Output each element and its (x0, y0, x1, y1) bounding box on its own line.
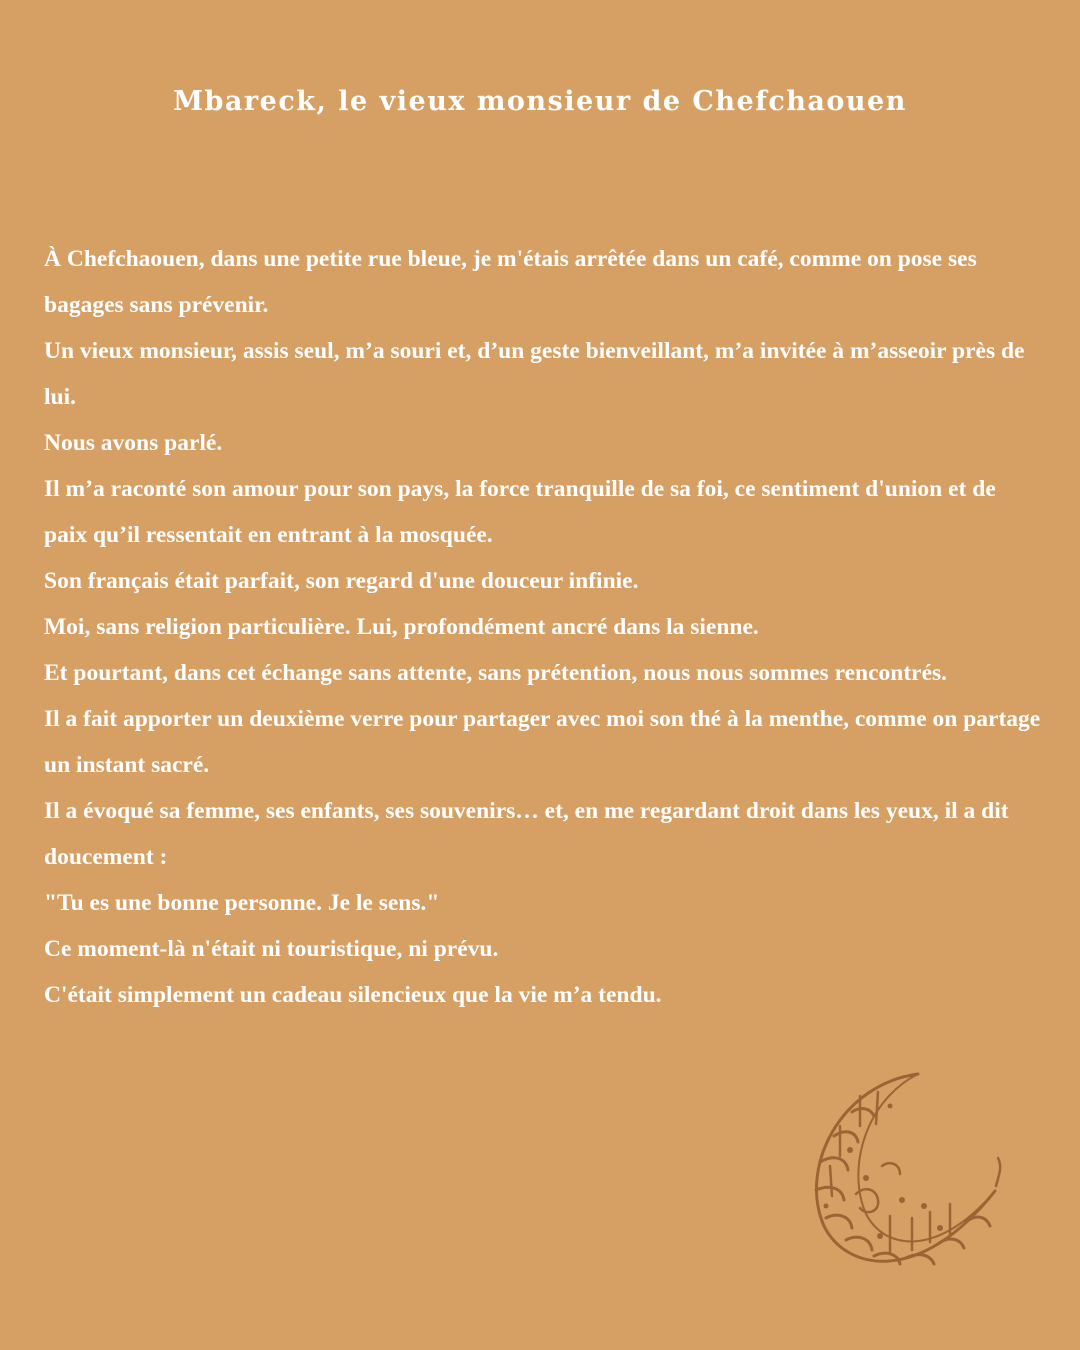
crescent-calligraphy-icon (790, 1066, 1010, 1286)
paragraph: Un vieux monsieur, assis seul, m’a souri et, d’un geste bienveillant, m’a invitée à m’asseoir près de lui. (44, 338, 1025, 410)
paragraph: Ce moment-là n'était ni touristique, ni prévu. (44, 936, 499, 962)
paragraph: Il a évoqué sa femme, ses enfants, ses souvenirs… et, en me regardant droit dans les yeux, il a dit doucement : (44, 798, 1009, 870)
paragraph: Son français était parfait, son regard d'une douceur infinie. (44, 568, 639, 594)
story-text (44, 236, 1044, 1018)
paragraph: Et pourtant, dans cet échange sans attente, sans prétention, nous nous sommes rencontrés. (44, 660, 948, 686)
paragraph: Il m’a raconté son amour pour son pays, la force tranquille de sa foi, ce sentiment d'union et de paix qu’il ressentait en entrant à la mosquée. (44, 476, 996, 548)
paragraph: "Tu es une bonne personne. Je le sens." (44, 890, 440, 916)
paragraph: Il a fait apporter un deuxième verre pour partager avec moi son thé à la menthe, comme on partage un instant sacré. (44, 706, 1041, 778)
page-title: Mbareck, le vieux monsieur de Chefchaouen (173, 86, 907, 117)
paragraph: Nous avons parlé. (44, 430, 223, 456)
paragraph: Moi, sans religion particulière. Lui, profondément ancré dans la sienne. (44, 614, 759, 640)
paragraph: C'était simplement un cadeau silencieux que la vie m’a tendu. (44, 982, 662, 1008)
paragraph: À Chefchaouen, dans une petite rue bleue, je m'étais arrêtée dans un café, comme on pose ses bagages sans prévenir. (44, 246, 977, 318)
